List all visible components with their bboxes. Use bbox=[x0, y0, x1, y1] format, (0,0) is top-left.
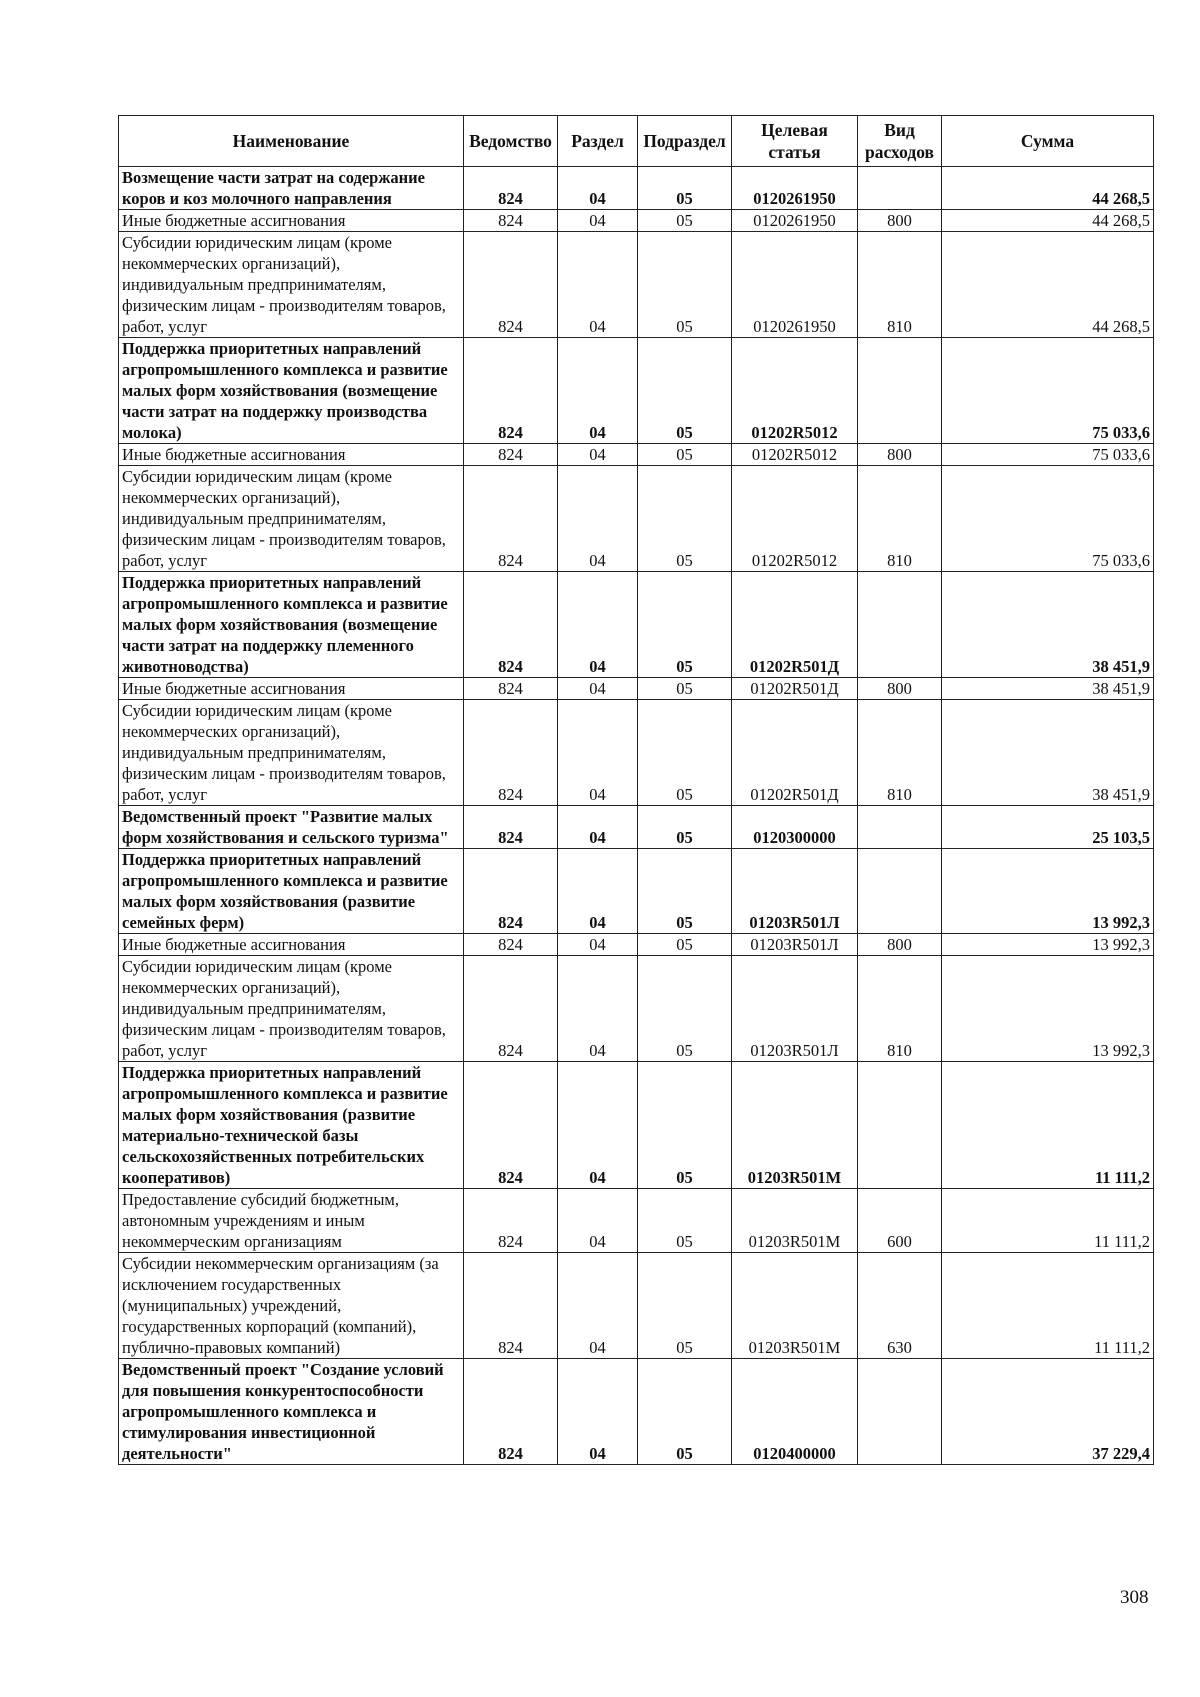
cell-razdel: 04 bbox=[558, 1359, 638, 1465]
table-row bbox=[119, 1189, 1154, 1253]
cell-name: Ведомственный проект "Создание условий для повышения конкурентоспособности агропромышленного комплекса и стимулирования инвестиционной деятельности" bbox=[119, 1359, 464, 1465]
cell-vedomstvo: 824 bbox=[464, 1253, 558, 1359]
cell-statya: 0120261950 bbox=[732, 167, 858, 210]
table-row bbox=[119, 678, 1154, 700]
cell-podrazdel: 05 bbox=[638, 1359, 732, 1465]
header-podrazdel: Подраздел bbox=[638, 116, 732, 167]
cell-name: Поддержка приоритетных направлений агропромышленного комплекса и развитие малых форм хозяйствования (возмещение части затрат на поддержку производства молока) bbox=[119, 338, 464, 444]
cell-statya: 01203R501Л bbox=[732, 956, 858, 1062]
cell-summa: 25 103,5 bbox=[942, 806, 1154, 849]
cell-podrazdel: 05 bbox=[638, 700, 732, 806]
cell-vid: 810 bbox=[858, 466, 942, 572]
cell-razdel: 04 bbox=[558, 956, 638, 1062]
cell-podrazdel: 05 bbox=[638, 466, 732, 572]
cell-statya: 01203R501Л bbox=[732, 934, 858, 956]
budget-table bbox=[118, 115, 1154, 1465]
table-body bbox=[119, 167, 1154, 1465]
table-row bbox=[119, 1359, 1154, 1465]
cell-name: Субсидии юридическим лицам (кроме некоммерческих организаций), индивидуальным предпринимателям, физическим лицам - производителям товаров, работ, услуг bbox=[119, 232, 464, 338]
cell-razdel: 04 bbox=[558, 1189, 638, 1253]
table-row bbox=[119, 700, 1154, 806]
cell-vid bbox=[858, 1359, 942, 1465]
cell-summa: 11 111,2 bbox=[942, 1062, 1154, 1189]
cell-statya: 01203R501Л bbox=[732, 849, 858, 934]
header-statya: Целевая статья bbox=[732, 116, 858, 167]
cell-statya: 01203R501M bbox=[732, 1253, 858, 1359]
cell-vid: 800 bbox=[858, 210, 942, 232]
cell-podrazdel: 05 bbox=[638, 444, 732, 466]
cell-summa: 38 451,9 bbox=[942, 678, 1154, 700]
table-row bbox=[119, 444, 1154, 466]
cell-razdel: 04 bbox=[558, 934, 638, 956]
table-row bbox=[119, 1253, 1154, 1359]
cell-vedomstvo: 824 bbox=[464, 700, 558, 806]
cell-razdel: 04 bbox=[558, 678, 638, 700]
cell-name: Поддержка приоритетных направлений агропромышленного комплекса и развитие малых форм хозяйствования (возмещение части затрат на поддержку племенного животноводства) bbox=[119, 572, 464, 678]
cell-podrazdel: 05 bbox=[638, 167, 732, 210]
cell-summa: 38 451,9 bbox=[942, 572, 1154, 678]
cell-summa: 75 033,6 bbox=[942, 338, 1154, 444]
header-summa: Сумма bbox=[942, 116, 1154, 167]
cell-vedomstvo: 824 bbox=[464, 338, 558, 444]
cell-podrazdel: 05 bbox=[638, 849, 732, 934]
header-vid: Вид расходов bbox=[858, 116, 942, 167]
cell-vedomstvo: 824 bbox=[464, 444, 558, 466]
cell-vid: 800 bbox=[858, 934, 942, 956]
cell-razdel: 04 bbox=[558, 700, 638, 806]
cell-summa: 13 992,3 bbox=[942, 934, 1154, 956]
cell-statya: 01202R5012 bbox=[732, 466, 858, 572]
cell-vedomstvo: 824 bbox=[464, 167, 558, 210]
cell-podrazdel: 05 bbox=[638, 572, 732, 678]
cell-podrazdel: 05 bbox=[638, 1189, 732, 1253]
cell-name: Поддержка приоритетных направлений агропромышленного комплекса и развитие малых форм хозяйствования (развитие материально-технической базы сельскохозяйственных потребительских кооперативов) bbox=[119, 1062, 464, 1189]
cell-vid: 800 bbox=[858, 444, 942, 466]
cell-vedomstvo: 824 bbox=[464, 572, 558, 678]
cell-podrazdel: 05 bbox=[638, 678, 732, 700]
cell-vid: 630 bbox=[858, 1253, 942, 1359]
cell-razdel: 04 bbox=[558, 466, 638, 572]
cell-vid: 600 bbox=[858, 1189, 942, 1253]
cell-podrazdel: 05 bbox=[638, 210, 732, 232]
cell-vid bbox=[858, 167, 942, 210]
cell-name: Иные бюджетные ассигнования bbox=[119, 210, 464, 232]
table-row bbox=[119, 956, 1154, 1062]
cell-podrazdel: 05 bbox=[638, 1253, 732, 1359]
cell-razdel: 04 bbox=[558, 210, 638, 232]
cell-razdel: 04 bbox=[558, 1253, 638, 1359]
header-vedomstvo: Ведомство bbox=[464, 116, 558, 167]
cell-summa: 75 033,6 bbox=[942, 444, 1154, 466]
cell-vid: 810 bbox=[858, 956, 942, 1062]
cell-name: Возмещение части затрат на содержание коров и коз молочного направления bbox=[119, 167, 464, 210]
cell-vid bbox=[858, 849, 942, 934]
cell-summa: 11 111,2 bbox=[942, 1189, 1154, 1253]
table-row bbox=[119, 466, 1154, 572]
cell-vedomstvo: 824 bbox=[464, 934, 558, 956]
cell-razdel: 04 bbox=[558, 167, 638, 210]
cell-summa: 44 268,5 bbox=[942, 210, 1154, 232]
cell-vid bbox=[858, 338, 942, 444]
table-header-row bbox=[119, 116, 1154, 167]
cell-podrazdel: 05 bbox=[638, 934, 732, 956]
cell-statya: 0120261950 bbox=[732, 232, 858, 338]
cell-vedomstvo: 824 bbox=[464, 1189, 558, 1253]
cell-name: Иные бюджетные ассигнования bbox=[119, 444, 464, 466]
cell-podrazdel: 05 bbox=[638, 1062, 732, 1189]
cell-vedomstvo: 824 bbox=[464, 1359, 558, 1465]
cell-summa: 13 992,3 bbox=[942, 956, 1154, 1062]
cell-statya: 01202R501Д bbox=[732, 700, 858, 806]
cell-summa: 13 992,3 bbox=[942, 849, 1154, 934]
cell-statya: 0120400000 bbox=[732, 1359, 858, 1465]
table-row bbox=[119, 338, 1154, 444]
table-row bbox=[119, 210, 1154, 232]
cell-name: Субсидии юридическим лицам (кроме некоммерческих организаций), индивидуальным предпринимателям, физическим лицам - производителям товаров, работ, услуг bbox=[119, 956, 464, 1062]
cell-vedomstvo: 824 bbox=[464, 849, 558, 934]
cell-vedomstvo: 824 bbox=[464, 1062, 558, 1189]
cell-razdel: 04 bbox=[558, 232, 638, 338]
table-row bbox=[119, 572, 1154, 678]
cell-podrazdel: 05 bbox=[638, 806, 732, 849]
cell-vedomstvo: 824 bbox=[464, 678, 558, 700]
cell-vedomstvo: 824 bbox=[464, 466, 558, 572]
cell-razdel: 04 bbox=[558, 444, 638, 466]
cell-vedomstvo: 824 bbox=[464, 210, 558, 232]
cell-vid: 810 bbox=[858, 700, 942, 806]
cell-statya: 0120261950 bbox=[732, 210, 858, 232]
cell-summa: 44 268,5 bbox=[942, 232, 1154, 338]
cell-vid: 800 bbox=[858, 678, 942, 700]
cell-razdel: 04 bbox=[558, 338, 638, 444]
table-row bbox=[119, 934, 1154, 956]
cell-name: Предоставление субсидий бюджетным, автономным учреждениям и иным некоммерческим организациям bbox=[119, 1189, 464, 1253]
cell-name: Ведомственный проект "Развитие малых форм хозяйствования и сельского туризма" bbox=[119, 806, 464, 849]
cell-summa: 37 229,4 bbox=[942, 1359, 1154, 1465]
cell-statya: 01203R501M bbox=[732, 1189, 858, 1253]
cell-statya: 01202R5012 bbox=[732, 444, 858, 466]
cell-summa: 38 451,9 bbox=[942, 700, 1154, 806]
cell-summa: 44 268,5 bbox=[942, 167, 1154, 210]
cell-statya: 01203R501M bbox=[732, 1062, 858, 1189]
table-row bbox=[119, 232, 1154, 338]
cell-razdel: 04 bbox=[558, 806, 638, 849]
cell-statya: 01202R501Д bbox=[732, 572, 858, 678]
cell-summa: 11 111,2 bbox=[942, 1253, 1154, 1359]
cell-summa: 75 033,6 bbox=[942, 466, 1154, 572]
cell-podrazdel: 05 bbox=[638, 232, 732, 338]
cell-name: Иные бюджетные ассигнования bbox=[119, 934, 464, 956]
cell-vedomstvo: 824 bbox=[464, 956, 558, 1062]
cell-razdel: 04 bbox=[558, 572, 638, 678]
cell-vedomstvo: 824 bbox=[464, 806, 558, 849]
cell-name: Иные бюджетные ассигнования bbox=[119, 678, 464, 700]
table-row bbox=[119, 167, 1154, 210]
cell-razdel: 04 bbox=[558, 1062, 638, 1189]
cell-vid bbox=[858, 806, 942, 849]
cell-razdel: 04 bbox=[558, 849, 638, 934]
table-row bbox=[119, 849, 1154, 934]
cell-name: Субсидии некоммерческим организациям (за исключением государственных (муниципальных) учреждений, государственных корпораций (компаний), публично-правовых компаний) bbox=[119, 1253, 464, 1359]
header-razdel: Раздел bbox=[558, 116, 638, 167]
cell-name: Поддержка приоритетных направлений агропромышленного комплекса и развитие малых форм хозяйствования (развитие семейных ферм) bbox=[119, 849, 464, 934]
cell-vid bbox=[858, 572, 942, 678]
cell-vid bbox=[858, 1062, 942, 1189]
cell-vid: 810 bbox=[858, 232, 942, 338]
cell-statya: 0120300000 bbox=[732, 806, 858, 849]
cell-statya: 01202R501Д bbox=[732, 678, 858, 700]
cell-vedomstvo: 824 bbox=[464, 232, 558, 338]
cell-name: Субсидии юридическим лицам (кроме некоммерческих организаций), индивидуальным предпринимателям, физическим лицам - производителям товаров, работ, услуг bbox=[119, 466, 464, 572]
table-row bbox=[119, 806, 1154, 849]
cell-statya: 01202R5012 bbox=[732, 338, 858, 444]
cell-podrazdel: 05 bbox=[638, 956, 732, 1062]
header-name: Наименование bbox=[119, 116, 464, 167]
cell-podrazdel: 05 bbox=[638, 338, 732, 444]
table-row bbox=[119, 1062, 1154, 1189]
page-number: 308 bbox=[1120, 1587, 1149, 1608]
cell-name: Субсидии юридическим лицам (кроме некоммерческих организаций), индивидуальным предпринимателям, физическим лицам - производителям товаров, работ, услуг bbox=[119, 700, 464, 806]
